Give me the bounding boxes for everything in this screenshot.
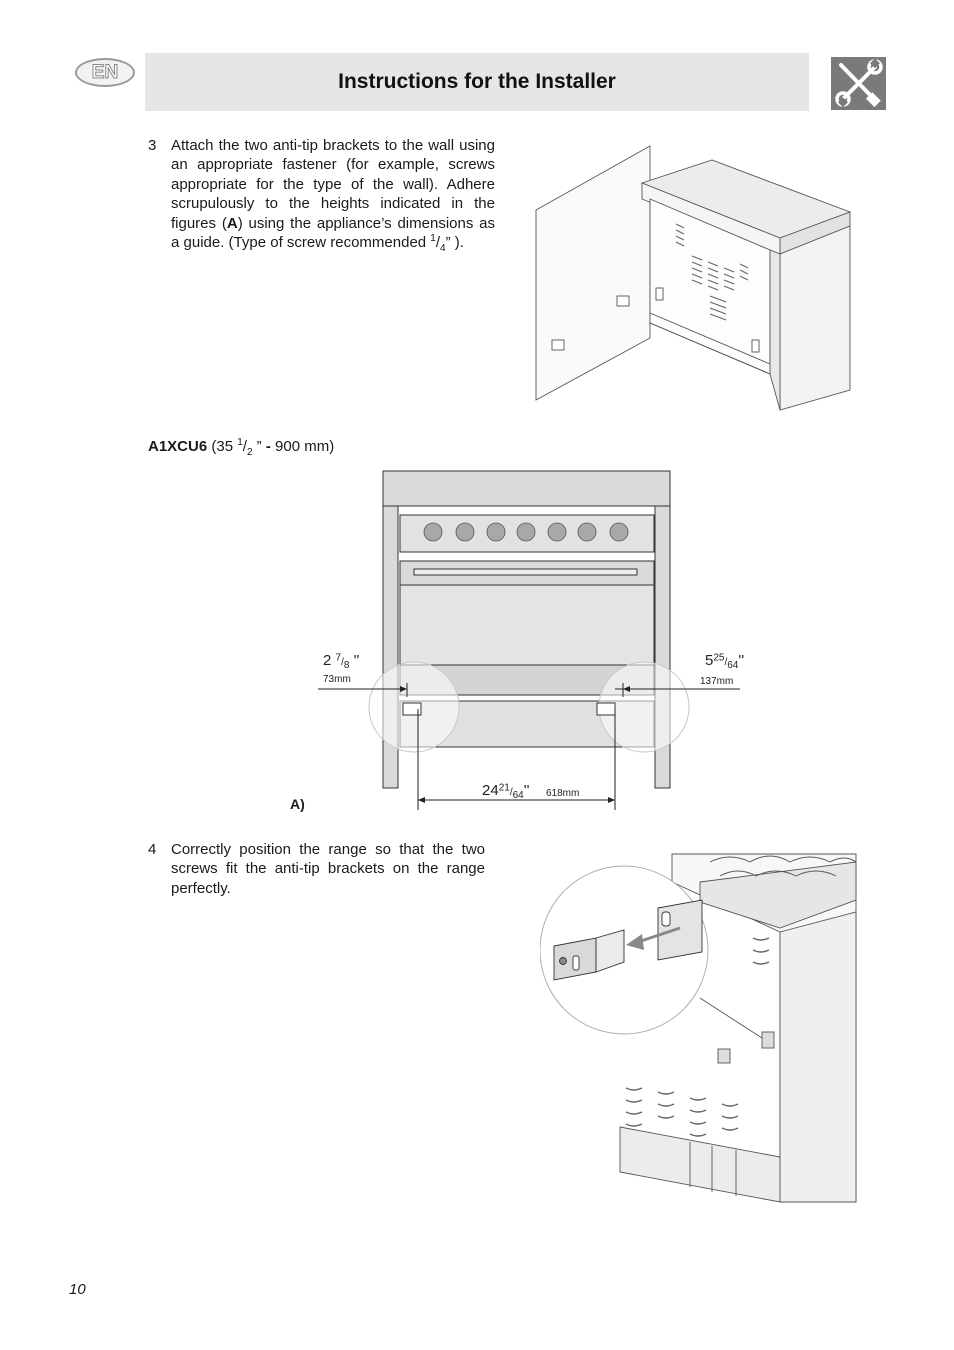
page-number: 10 xyxy=(69,1281,86,1298)
step-text: Attach the two anti-tip brackets to the wall using an appropriate fastener (for example, screws appropriate for the type of the wall). Adhere scrupulously to the heights indicated in the figures (A) using the appliance’s dimensions as a guide. (Type of screw recommended $^1/_4$” ). xyxy=(171,137,495,255)
front-view-diagram xyxy=(290,465,760,815)
step-text: Correctly position the range so that the two screws fit the anti-tip brackets on the range perfectly. xyxy=(171,841,485,897)
header-bar xyxy=(145,53,809,111)
range-wall-illustration xyxy=(530,138,865,413)
right-dimension-mm: 137mm xyxy=(700,676,734,687)
step-3 xyxy=(148,136,495,255)
page-title: Instructions for the Installer xyxy=(338,70,616,93)
right-dimension-inches: $5^{25}/_{64}''$ xyxy=(705,652,745,671)
bottom-dimension-mm: 618mm xyxy=(546,788,580,799)
step-4 xyxy=(148,840,485,898)
bottom-dimension-inches: $24^{21}/_{64}''$ xyxy=(482,782,530,801)
left-dimension-mm: 73mm xyxy=(323,674,351,685)
model-title: A1XCU6 (35 $^1/_2$ ” - 900 mm) xyxy=(148,437,335,458)
language-badge: EN xyxy=(75,58,135,87)
figure-a-label: A) xyxy=(290,796,305,812)
step-number: 4 xyxy=(148,841,157,858)
left-dimension-inches: 2 $^7/_8$ '' xyxy=(323,652,360,671)
step-number: 3 xyxy=(148,137,157,154)
bracket-detail-illustration xyxy=(540,842,858,1208)
wrench-screwdriver-icon xyxy=(831,57,886,110)
